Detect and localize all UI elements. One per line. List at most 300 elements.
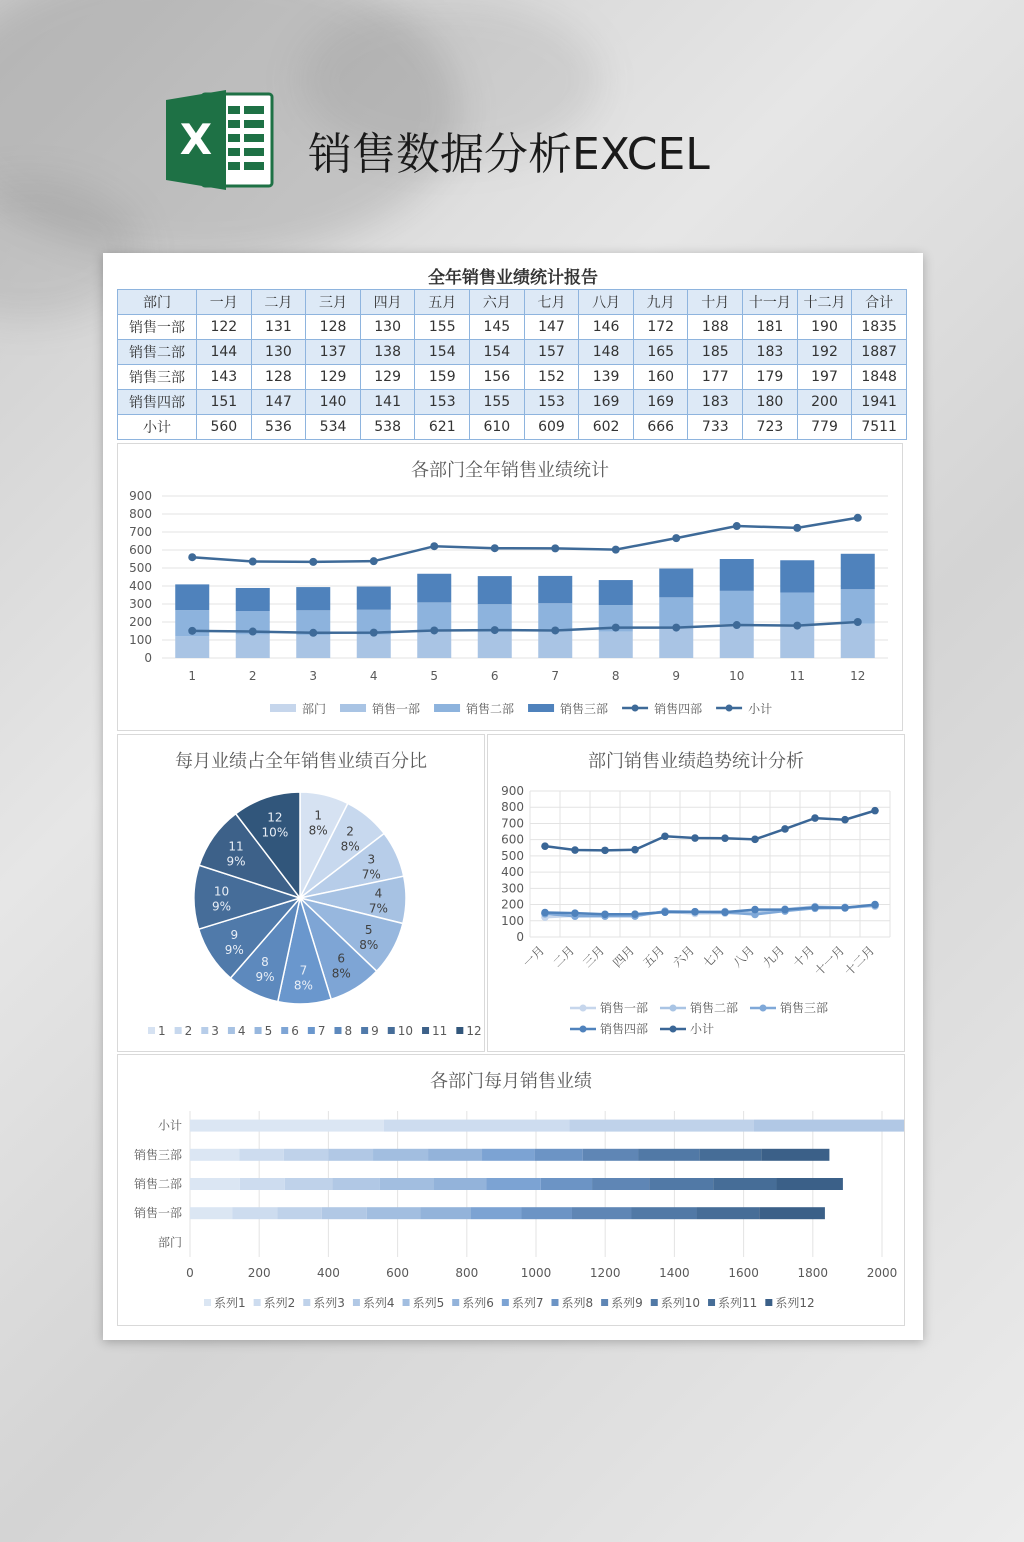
- data-point: [733, 621, 741, 629]
- table-cell: 156: [470, 365, 525, 390]
- legend-swatch: [670, 1005, 677, 1012]
- bar-segment: [332, 1178, 380, 1190]
- x-tick-label: 五月: [640, 943, 668, 971]
- y-tick-label: 800: [129, 507, 152, 521]
- data-point: [601, 910, 609, 918]
- legend-label: 6: [291, 1024, 299, 1038]
- row-label: 销售四部: [118, 390, 197, 415]
- legend-swatch: [551, 1299, 558, 1306]
- bar-segment: [592, 1178, 649, 1190]
- x-tick-label: 一月: [520, 943, 548, 971]
- x-tick-label: 9: [672, 669, 681, 683]
- column-header: 部门: [118, 290, 197, 315]
- chart-title: 各部门每月销售业绩: [430, 1071, 592, 1092]
- x-tick-label: 四月: [610, 943, 638, 971]
- legend-swatch: [580, 1026, 587, 1033]
- legend-label: 7: [317, 1024, 326, 1038]
- bar-segment: [328, 1149, 373, 1161]
- table-cell: 666: [633, 415, 688, 440]
- data-point: [612, 546, 620, 554]
- pie-percent-label: 10%: [261, 825, 289, 840]
- pie-percent-label: 9%: [226, 854, 246, 869]
- legend-label: 系列10: [660, 1296, 701, 1310]
- x-tick-label: 10: [729, 669, 745, 683]
- table-cell: 197: [797, 365, 852, 390]
- table-cell: 155: [415, 315, 470, 340]
- table-cell: 165: [633, 340, 688, 365]
- legend-label: 销售二部: [466, 702, 515, 716]
- legend-label: 小计: [748, 702, 773, 716]
- bar-segment: [240, 1178, 285, 1190]
- legend-label: 销售二部: [690, 1001, 739, 1015]
- legend-swatch: [708, 1299, 715, 1306]
- x-tick-label: 二月: [550, 943, 578, 971]
- y-tick-label: 部门: [157, 1235, 182, 1250]
- x-tick-label: 十月: [790, 943, 818, 971]
- x-tick-label: 七月: [700, 943, 728, 971]
- column-header: 六月: [470, 290, 525, 315]
- hbar-chart-panel: [117, 1054, 905, 1326]
- legend-label: 4: [237, 1024, 246, 1038]
- y-tick-label: 销售二部: [133, 1177, 182, 1191]
- y-tick-label: 700: [501, 816, 524, 831]
- table-cell: 560: [197, 415, 252, 440]
- y-tick-label: 400: [501, 865, 524, 880]
- table-cell: 137: [306, 340, 361, 365]
- data-point: [871, 901, 879, 909]
- legend-label: 部门: [302, 702, 327, 716]
- table-cell: 147: [524, 315, 579, 340]
- table-cell: 130: [251, 340, 306, 365]
- data-point: [793, 524, 801, 532]
- data-point: [672, 534, 680, 542]
- bar-销售一部: [538, 632, 572, 658]
- table-row: [118, 390, 907, 415]
- y-tick-label: 100: [129, 633, 152, 647]
- column-header: 十月: [688, 290, 743, 315]
- table-cell: 180: [743, 390, 798, 415]
- combo-chart-panel: [117, 443, 903, 731]
- y-tick-label: 0: [516, 930, 524, 944]
- legend-label: 销售三部: [780, 1001, 829, 1015]
- data-point: [370, 557, 378, 565]
- legend-swatch: [255, 1027, 262, 1034]
- legend-swatch: [175, 1027, 182, 1034]
- legend-swatch: [361, 1027, 368, 1034]
- table-cell: 157: [524, 340, 579, 365]
- table-cell: 129: [306, 365, 361, 390]
- legend-swatch: [456, 1027, 463, 1034]
- bar-segment: [322, 1207, 367, 1219]
- table-cell: 172: [633, 315, 688, 340]
- horizontal-bar-chart: [118, 1055, 904, 1325]
- bar-segment: [541, 1178, 592, 1190]
- table-cell: 609: [524, 415, 579, 440]
- pie-slice-label: 1: [314, 808, 323, 823]
- x-tick-label: 11: [789, 669, 805, 683]
- y-tick-label: 销售一部: [133, 1206, 182, 1221]
- legend-label: 系列5: [412, 1296, 445, 1310]
- table-cell: 129: [360, 365, 415, 390]
- bar-segment: [190, 1149, 239, 1161]
- pie-percent-label: 8%: [359, 937, 379, 952]
- legend-label: 销售三部: [560, 702, 609, 716]
- pie-chart-panel: [117, 734, 485, 1052]
- bar-segment: [284, 1149, 329, 1161]
- chart-title: 各部门全年销售业绩统计: [411, 460, 609, 481]
- data-point: [672, 624, 680, 632]
- bar-segment: [373, 1149, 428, 1161]
- bar-segment: [583, 1149, 638, 1161]
- x-tick-label: 400: [316, 1266, 340, 1280]
- table-cell: 154: [415, 340, 470, 365]
- legend-swatch: [303, 1299, 310, 1306]
- row-label: 销售二部: [118, 340, 197, 365]
- page-header: [160, 84, 860, 204]
- data-point: [841, 816, 849, 824]
- data-point: [309, 558, 317, 566]
- legend-label: 销售四部: [654, 702, 703, 716]
- series-line-销售四部: [192, 622, 858, 633]
- pie-percent-label: 9%: [212, 899, 232, 914]
- data-point: [721, 908, 729, 916]
- table-cell: 183: [743, 340, 798, 365]
- legend-swatch: [760, 1005, 767, 1012]
- table-cell: 153: [415, 390, 470, 415]
- x-tick-label: 12: [850, 669, 866, 683]
- legend-swatch: [204, 1299, 211, 1306]
- bar-segment: [384, 1120, 569, 1132]
- table-cell: 140: [306, 390, 361, 415]
- x-tick-label: 六月: [670, 943, 698, 971]
- table-cell: 169: [633, 390, 688, 415]
- x-tick-label: 1600: [728, 1266, 759, 1280]
- data-point: [601, 847, 609, 855]
- bar-销售三部: [841, 554, 875, 589]
- data-point: [188, 553, 196, 561]
- pie-percent-label: 7%: [368, 901, 388, 916]
- x-tick-label: 2000: [866, 1266, 898, 1280]
- bar-segment: [572, 1207, 632, 1219]
- table-cell: 128: [251, 365, 306, 390]
- table-cell: 733: [688, 415, 743, 440]
- legend-swatch: [334, 1027, 341, 1034]
- legend-label: 系列7: [511, 1296, 544, 1310]
- bar-销售三部: [478, 576, 512, 604]
- legend-label: 系列12: [775, 1296, 815, 1310]
- pie-percent-label: 9%: [255, 970, 275, 985]
- pie-percent-label: 8%: [308, 823, 328, 838]
- legend-label: 系列9: [611, 1296, 643, 1310]
- row-label: 销售三部: [118, 365, 197, 390]
- data-point: [793, 622, 801, 630]
- x-tick-label: 1000: [520, 1266, 552, 1280]
- bar-segment: [521, 1207, 572, 1219]
- bar-销售三部: [780, 560, 814, 592]
- combo-chart: [118, 444, 902, 730]
- legend-label: 10: [397, 1024, 414, 1038]
- y-tick-label: 500: [129, 561, 152, 575]
- pie-percent-label: 8%: [340, 839, 360, 854]
- table-cell: 185: [688, 340, 743, 365]
- legend-label: 系列8: [561, 1296, 594, 1310]
- table-cell: 723: [743, 415, 798, 440]
- x-tick-label: 4: [369, 669, 378, 683]
- x-tick-label: 十一月: [811, 943, 848, 979]
- table-cell: 144: [197, 340, 252, 365]
- row-label: 小计: [118, 415, 197, 440]
- legend-swatch: [254, 1299, 261, 1306]
- chart-title: 部门销售业绩趋势统计分析: [588, 751, 804, 772]
- line-chart-panel: [487, 734, 905, 1052]
- pie-chart: [118, 735, 484, 1051]
- data-point: [551, 626, 559, 634]
- column-header: 七月: [524, 290, 579, 315]
- table-cell: 779: [797, 415, 852, 440]
- legend-label: 销售一部: [372, 702, 421, 716]
- table-cell: 179: [743, 365, 798, 390]
- legend-label: 系列11: [718, 1296, 758, 1310]
- table-row: [118, 415, 907, 440]
- report-sheet: [103, 253, 923, 1340]
- legend-label: 销售四部: [600, 1022, 649, 1036]
- table-cell: 181: [743, 315, 798, 340]
- legend-swatch: [502, 1299, 509, 1306]
- legend-label: 3: [211, 1024, 219, 1038]
- bar-销售三部: [720, 559, 754, 591]
- legend-swatch: [228, 1027, 235, 1034]
- data-point: [661, 832, 669, 840]
- y-tick-label: 600: [501, 832, 524, 847]
- data-point: [249, 628, 257, 636]
- bar-销售三部: [599, 580, 633, 605]
- bar-segment: [649, 1178, 713, 1190]
- column-header: 九月: [633, 290, 688, 315]
- bar-销售一部: [720, 624, 754, 658]
- legend-swatch: [201, 1027, 208, 1034]
- bar-segment: [278, 1207, 322, 1219]
- column-header: 十一月: [743, 290, 798, 315]
- excel-logo-icon: [164, 88, 276, 192]
- pie-slice-label: 6: [337, 951, 346, 966]
- data-point: [854, 514, 862, 522]
- table-cell: 143: [197, 365, 252, 390]
- column-header: 一月: [197, 290, 252, 315]
- table-header-row: [118, 290, 907, 315]
- y-tick-label: 300: [501, 881, 524, 896]
- table-cell: 146: [579, 315, 634, 340]
- legend-swatch: [270, 704, 296, 712]
- bar-销售二部: [417, 602, 451, 630]
- table-cell: 177: [688, 365, 743, 390]
- bar-销售一部: [478, 632, 512, 658]
- pie-percent-label: 7%: [361, 867, 381, 882]
- data-point: [430, 542, 438, 550]
- x-tick-label: 1: [188, 669, 197, 683]
- data-point: [871, 807, 879, 815]
- data-point: [491, 626, 499, 634]
- legend-label: 小计: [690, 1022, 715, 1036]
- legend-label: 1: [158, 1024, 166, 1038]
- x-tick-label: 3: [309, 669, 318, 683]
- x-tick-label: 800: [455, 1266, 479, 1280]
- x-tick-label: 8: [611, 669, 620, 683]
- bar-segment: [190, 1178, 240, 1190]
- legend-label: 5: [264, 1024, 273, 1038]
- column-header: 八月: [579, 290, 634, 315]
- y-tick-label: 800: [501, 800, 524, 815]
- data-point: [249, 558, 257, 566]
- y-tick-label: 200: [501, 897, 524, 912]
- table-cell: 200: [797, 390, 852, 415]
- bar-segment: [471, 1207, 522, 1219]
- bar-segment: [713, 1178, 776, 1190]
- data-point: [811, 904, 819, 912]
- y-tick-label: 0: [144, 651, 152, 665]
- x-tick-label: 九月: [760, 943, 788, 971]
- legend-label: 系列6: [462, 1296, 494, 1310]
- bar-segment: [190, 1120, 384, 1132]
- table-cell: 159: [415, 365, 470, 390]
- table-cell: 122: [197, 315, 252, 340]
- data-point: [188, 627, 196, 635]
- bar-segment: [631, 1207, 696, 1219]
- table-cell: 534: [306, 415, 361, 440]
- x-tick-label: 600: [386, 1266, 410, 1280]
- bar-销售一部: [357, 635, 391, 658]
- pie-slice-label: 10: [213, 884, 230, 899]
- x-tick-label: 1800: [797, 1266, 829, 1280]
- table-cell: 1887: [852, 340, 907, 365]
- series-line-小计: [192, 518, 858, 562]
- table-cell: 130: [360, 315, 415, 340]
- pie-slice-label: 3: [367, 852, 376, 867]
- bar-segment: [239, 1149, 283, 1161]
- bar-销售三部: [357, 587, 391, 610]
- table-cell: 147: [251, 390, 306, 415]
- legend-swatch: [452, 1299, 459, 1306]
- bar-销售一部: [780, 625, 814, 658]
- table-cell: 183: [688, 390, 743, 415]
- bar-销售二部: [780, 592, 814, 625]
- y-tick-label: 100: [501, 913, 524, 928]
- legend-swatch: [353, 1299, 360, 1306]
- table-cell: 138: [360, 340, 415, 365]
- logo-letter: X: [179, 115, 213, 164]
- y-tick-label: 700: [129, 525, 152, 539]
- bar-销售一部: [659, 627, 693, 658]
- pie-percent-label: 9%: [224, 942, 244, 957]
- pie-percent-label: 8%: [331, 966, 351, 981]
- bar-销售一部: [236, 634, 270, 658]
- data-point: [571, 846, 579, 854]
- x-tick-label: 0: [186, 1266, 194, 1280]
- x-tick-label: 5: [430, 669, 439, 683]
- data-point: [781, 906, 789, 914]
- bar-销售一部: [841, 624, 875, 658]
- table-cell: 190: [797, 315, 852, 340]
- table-cell: 128: [306, 315, 361, 340]
- column-header: 十二月: [797, 290, 852, 315]
- bar-segment: [699, 1149, 761, 1161]
- chart-title: 每月业绩占全年销售业绩百分比: [175, 751, 427, 772]
- bar-segment: [428, 1149, 482, 1161]
- pie-slice-label: 4: [374, 886, 383, 901]
- y-tick-label: 900: [501, 784, 524, 798]
- bar-segment: [697, 1207, 760, 1219]
- bar-销售二部: [659, 597, 693, 627]
- table-row: [118, 315, 907, 340]
- legend-swatch: [528, 704, 554, 712]
- table-cell: 160: [633, 365, 688, 390]
- y-tick-label: 600: [129, 543, 152, 557]
- legend-swatch: [388, 1027, 395, 1034]
- legend-label: 系列4: [362, 1296, 395, 1310]
- legend-label: 销售一部: [600, 1001, 649, 1015]
- data-point: [551, 544, 559, 552]
- table-row: [118, 340, 907, 365]
- legend-label: 2: [184, 1024, 193, 1038]
- data-point: [691, 908, 699, 916]
- legend-swatch: [651, 1299, 658, 1306]
- table-cell: 151: [197, 390, 252, 415]
- data-point: [541, 842, 549, 850]
- table-cell: 141: [360, 390, 415, 415]
- bar-segment: [190, 1207, 232, 1219]
- column-header: 二月: [251, 290, 306, 315]
- bar-segment: [433, 1178, 486, 1190]
- legend-label: 系列2: [263, 1296, 296, 1310]
- y-tick-label: 500: [501, 848, 524, 863]
- table-cell: 1835: [852, 315, 907, 340]
- data-point: [751, 906, 759, 914]
- data-point: [751, 836, 759, 844]
- bar-segment: [487, 1178, 541, 1190]
- y-tick-label: 200: [129, 615, 152, 629]
- legend-swatch: [726, 705, 733, 712]
- bar-segment: [420, 1207, 470, 1219]
- data-point: [430, 626, 438, 634]
- data-point: [491, 544, 499, 552]
- legend-swatch: [340, 704, 366, 712]
- y-tick-label: 400: [129, 579, 152, 593]
- line-chart: [488, 735, 904, 1051]
- legend-label: 系列3: [313, 1296, 345, 1310]
- legend-swatch: [580, 1005, 587, 1012]
- sales-table: [117, 289, 907, 440]
- bar-销售一部: [175, 636, 209, 658]
- column-header: 合计: [852, 290, 907, 315]
- bar-segment: [638, 1149, 699, 1161]
- data-point: [691, 834, 699, 842]
- legend-swatch: [765, 1299, 772, 1306]
- table-cell: 188: [688, 315, 743, 340]
- legend-swatch: [403, 1299, 410, 1306]
- pie-slice-label: 11: [228, 839, 244, 854]
- table-cell: 169: [579, 390, 634, 415]
- column-header: 五月: [415, 290, 470, 315]
- x-tick-label: 200: [247, 1266, 271, 1280]
- table-cell: 1941: [852, 390, 907, 415]
- table-cell: 139: [579, 365, 634, 390]
- bar-销售三部: [296, 587, 330, 610]
- bar-销售三部: [538, 576, 572, 603]
- data-point: [721, 834, 729, 842]
- data-point: [854, 618, 862, 626]
- data-point: [631, 910, 639, 918]
- column-header: 三月: [306, 290, 361, 315]
- bar-segment: [367, 1207, 421, 1219]
